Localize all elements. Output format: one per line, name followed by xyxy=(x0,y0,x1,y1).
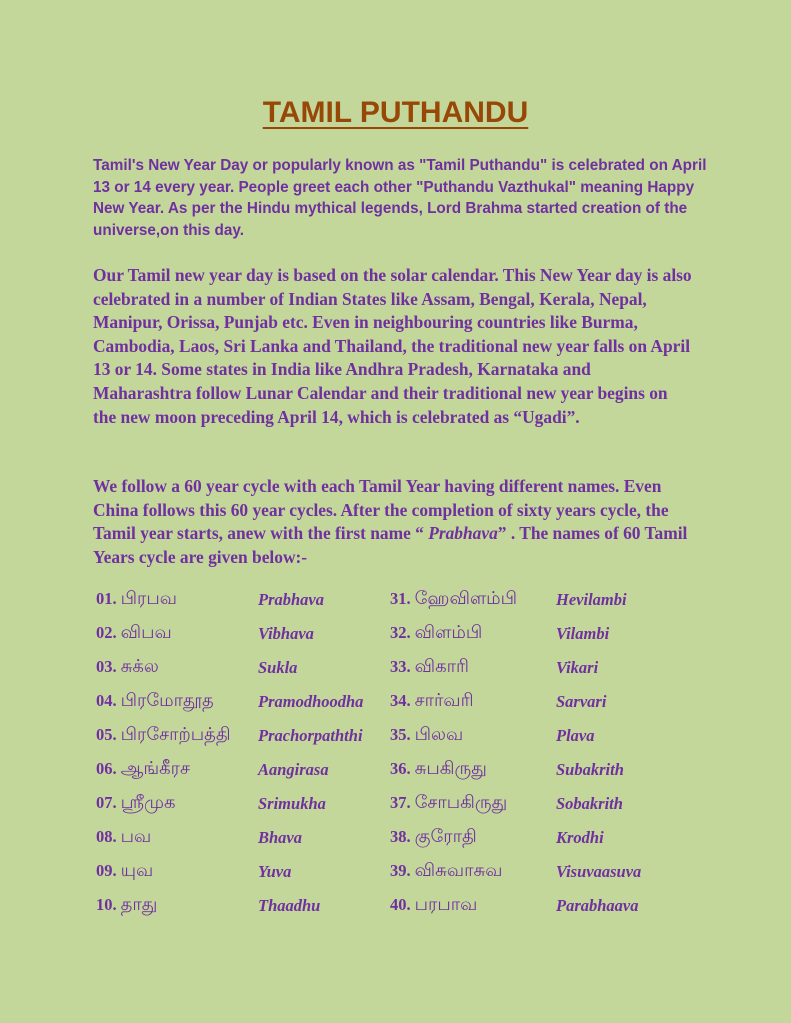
year-number: 38. xyxy=(390,827,411,846)
year-english-name: Thaadhu xyxy=(258,896,321,915)
year-number: 36. xyxy=(390,759,411,778)
year-tamil-name: ஹேவிளம்பி xyxy=(414,588,518,609)
year-english-name: Prachorpaththi xyxy=(258,726,363,745)
year-english-name: Pramodhoodha xyxy=(258,692,364,711)
page-title: TAMIL PUTHANDU xyxy=(262,96,529,129)
year-english-name: Vibhava xyxy=(258,624,314,643)
year-tamil-name: யுவ xyxy=(120,860,154,881)
year-entry xyxy=(96,690,214,718)
year-number: 34. xyxy=(390,691,411,710)
year-tamil-name: தாது xyxy=(120,894,158,915)
year-tamil-name: ஆங்கீரச xyxy=(120,758,190,779)
year-cycle-first-name: Prabhava xyxy=(428,523,498,543)
year-number: 01. xyxy=(96,589,117,608)
year-number: 35. xyxy=(390,725,411,744)
year-entry xyxy=(96,894,157,922)
year-entry xyxy=(390,826,477,854)
year-entry xyxy=(96,622,172,650)
year-tamil-name: பவ xyxy=(120,826,152,847)
year-tamil-name: பிலவ xyxy=(414,724,464,745)
year-number: 10. xyxy=(96,895,117,914)
year-tamil-name: சுக்ல xyxy=(120,656,159,677)
year-tamil-name: விளம்பி xyxy=(414,622,483,643)
year-entry xyxy=(390,894,477,922)
year-tamil-name: ஸ்ரீமுக xyxy=(120,792,176,813)
year-english-name: Krodhi xyxy=(556,828,604,847)
year-english-name: Vikari xyxy=(556,658,599,677)
year-tamil-name: விகாரி xyxy=(414,656,469,677)
year-number: 03. xyxy=(96,657,117,676)
year-english-name: Visuvaasuva xyxy=(556,862,642,881)
intro-paragraph: Tamil's New Year Day or popularly known as "Tamil Puthandu" is celebrated on April 13 or 14 every year. People greet each other "Puthandu Vazthukal" meaning Happy New Year. As per the Hindu mythical legends, Lord Brahma started creation of the universe,on this day. xyxy=(93,157,707,239)
year-number: 37. xyxy=(390,793,411,812)
year-tamil-name: விபவ xyxy=(120,622,172,643)
year-entry xyxy=(96,826,151,854)
year-english-name: Sukla xyxy=(258,658,298,677)
year-tamil-name: பரபாவ xyxy=(414,894,478,915)
year-cycle-text-before: We follow a 60 year cycle with each Tamil Year having different names. Even China follows this 60 year cycles. After the completion of sixty years cycle, the Tamil year starts, anew with the first name “ xyxy=(93,476,669,543)
year-number: 07. xyxy=(96,793,117,812)
year-tamil-name: சார்வரி xyxy=(414,690,474,711)
year-number: 08. xyxy=(96,827,117,846)
year-entry xyxy=(390,588,517,616)
year-english-name: Aangirasa xyxy=(258,760,329,779)
year-entry xyxy=(390,860,502,888)
year-english-name: Prabhava xyxy=(258,590,324,609)
year-number: 05. xyxy=(96,725,117,744)
solar-calendar-paragraph: Our Tamil new year day is based on the solar calendar. This New Year day is also celebrated in a number of Indian States like Assam, Bengal, Kerala, Nepal, Manipur, Orissa, Punjab etc. Even in neighbouring countries like Burma, Cambodia, Laos, Sri Lanka and Thailand, the traditional new year falls on April 13 or 14. Some states in India like Andhra Pradesh, Karnataka and Maharashtra follow Lunar Calendar and their traditional new year begins on the new moon preceding April 14, which is celebrated as “Ugadi”. xyxy=(93,265,692,427)
year-tamil-name: பிரசோற்பத்தி xyxy=(120,724,231,745)
year-entry xyxy=(96,588,177,616)
year-number: 31. xyxy=(390,589,411,608)
year-entry xyxy=(96,724,231,752)
year-number: 02. xyxy=(96,623,117,642)
year-english-name: Vilambi xyxy=(556,624,610,643)
year-entry xyxy=(96,860,153,888)
year-entry xyxy=(390,622,482,650)
year-english-name: Bhava xyxy=(258,828,303,847)
year-entry xyxy=(390,724,463,752)
year-number: 09. xyxy=(96,861,117,880)
year-entry xyxy=(96,656,159,684)
year-entry xyxy=(390,690,474,718)
year-english-name: Plava xyxy=(556,726,595,745)
year-entry xyxy=(96,758,190,786)
year-number: 32. xyxy=(390,623,411,642)
year-number: 04. xyxy=(96,691,117,710)
year-tamil-name: விசுவாசுவ xyxy=(414,860,503,881)
year-cycle-text-after: ” . The names of 60 Tamil Years cycle are given below:- xyxy=(93,523,688,567)
year-number: 39. xyxy=(390,861,411,880)
year-english-name: Parabhaava xyxy=(556,896,639,915)
year-cycle-paragraph xyxy=(93,475,693,569)
year-english-name: Subakrith xyxy=(556,760,624,779)
year-number: 06. xyxy=(96,759,117,778)
year-tamil-name: சோபகிருது xyxy=(414,792,508,813)
year-english-name: Srimukha xyxy=(258,794,326,813)
year-english-name: Sarvari xyxy=(556,692,607,711)
year-number: 40. xyxy=(390,895,411,914)
year-tamil-name: சுபகிருது xyxy=(414,758,487,779)
year-entry xyxy=(96,792,176,820)
tamil-years-list xyxy=(0,588,791,928)
year-tamil-name: குரோதி xyxy=(414,826,477,847)
year-tamil-name: பிரபவ xyxy=(120,588,177,609)
year-number: 33. xyxy=(390,657,411,676)
year-english-name: Sobakrith xyxy=(556,794,623,813)
year-english-name: Yuva xyxy=(258,862,292,881)
year-entry xyxy=(390,758,487,786)
year-entry xyxy=(390,792,507,820)
year-english-name: Hevilambi xyxy=(556,590,627,609)
year-tamil-name: பிரமோதூத xyxy=(120,690,214,711)
year-entry xyxy=(390,656,469,684)
